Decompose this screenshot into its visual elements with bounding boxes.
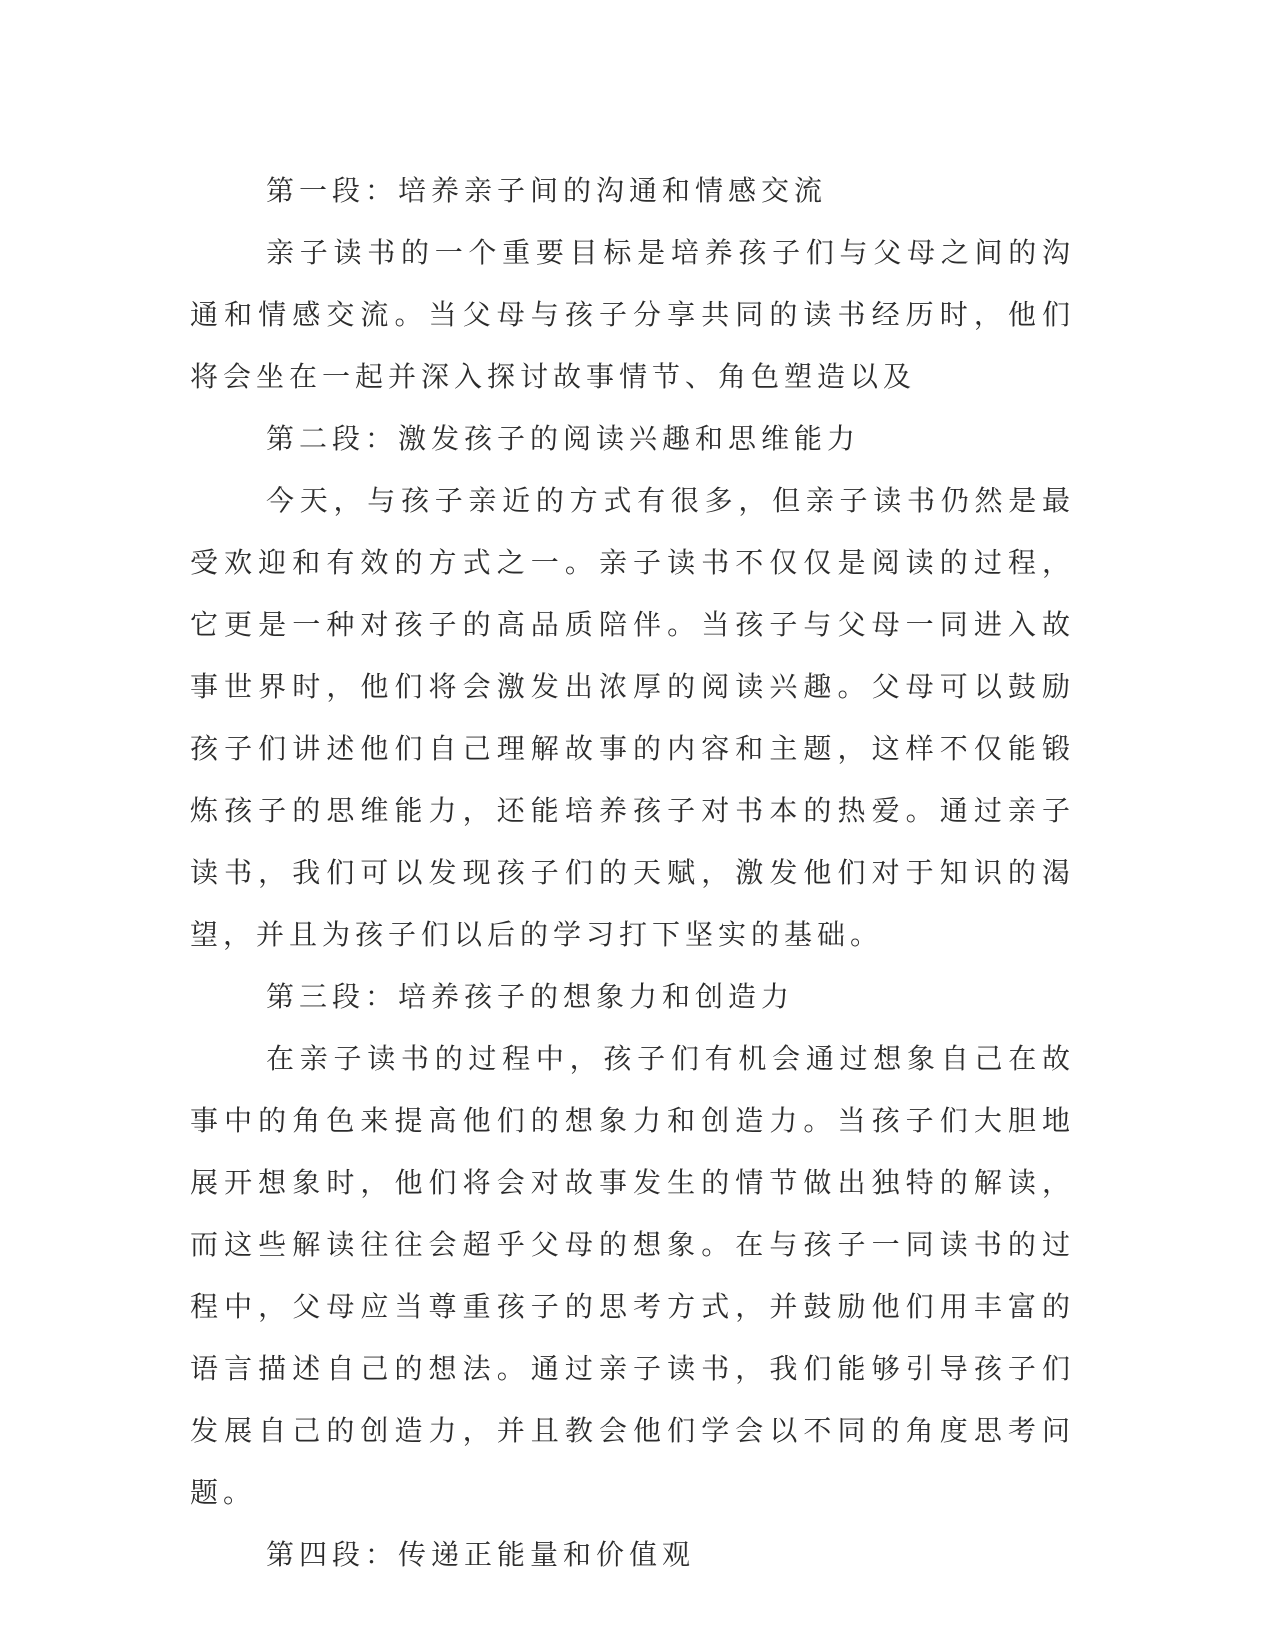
section-paragraph-1: 亲子读书的一个重要目标是培养孩子们与父母之间的沟通和情感交流。当父母与孩子分享共同的读书经历时，他们将会坐在一起并深入探讨故事情节、角色塑造以及 [190,236,1075,393]
document-body [190,160,1075,1586]
section-heading-4: 第四段：传递正能量和价值观 [266,1538,696,1571]
section-paragraph-3: 在亲子读书的过程中，孩子们有机会通过想象自己在故事中的角色来提高他们的想象力和创造力。当孩子们大胆地展开想象时，他们将会对故事发生的情节做出独特的解读，而这些解读往往会超乎父母的想象。在与孩子一同读书的过程中，父母应当尊重孩子的思考方式，并鼓励他们用丰富的语言描述自己的想法。通过亲子读书，我们能够引导孩子们发展自己的创造力，并且教会他们学会以不同的角度思考问题。 [190,1042,1075,1509]
section-heading-3: 第三段：培养孩子的想象力和创造力 [266,980,795,1013]
section-heading-1: 第一段：培养亲子间的沟通和情感交流 [266,174,828,207]
section-paragraph-2: 今天，与孩子亲近的方式有很多，但亲子读书仍然是最受欢迎和有效的方式之一。亲子读书不仅仅是阅读的过程，它更是一种对孩子的高品质陪伴。当孩子与父母一同进入故事世界时，他们将会激发出浓厚的阅读兴趣。父母可以鼓励孩子们讲述他们自己理解故事的内容和主题，这样不仅能锻炼孩子的思维能力，还能培养孩子对书本的热爱。通过亲子读书，我们可以发现孩子们的天赋，激发他们对于知识的渴望，并且为孩子们以后的学习打下坚实的基础。 [190,484,1075,951]
section-heading-2: 第二段：激发孩子的阅读兴趣和思维能力 [266,422,861,455]
